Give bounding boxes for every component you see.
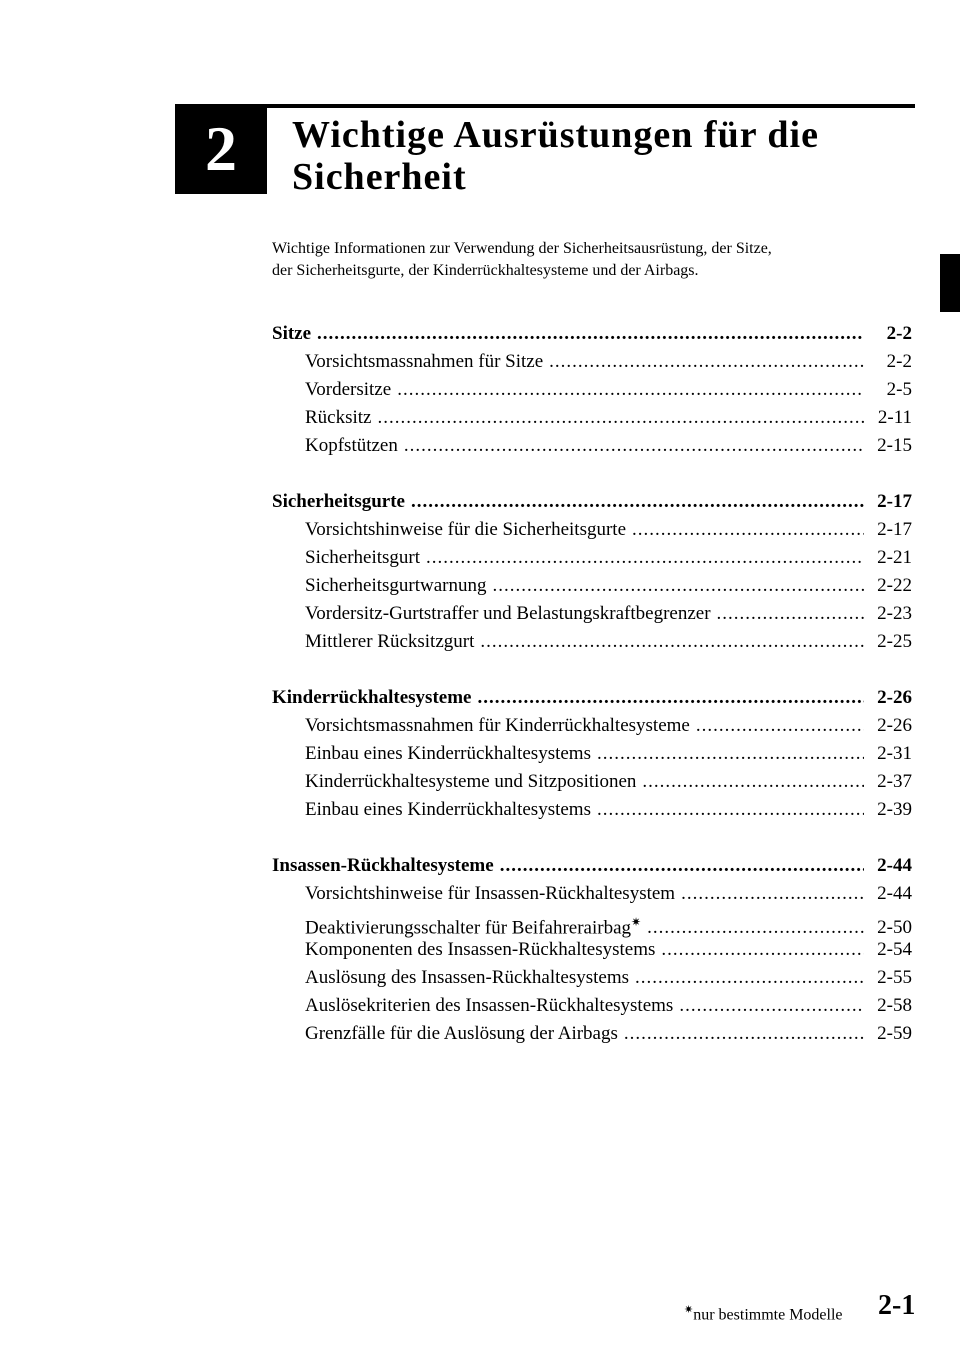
intro-line-2: der Sicherheitsgurte, der Kinderrückhaltesysteme und der Airbags.: [272, 262, 699, 279]
toc-leader-dots: [426, 544, 864, 572]
toc-entry-text: Vorsichtshinweise für Insassen-Rückhaltesystem: [305, 883, 676, 904]
toc-entry[interactable]: [272, 516, 912, 544]
toc-page-ref: 2-44: [877, 883, 912, 904]
toc-section-title: Insassen-Rückhaltesysteme: [272, 855, 494, 876]
toc-section-heading[interactable]: [272, 488, 912, 516]
table-of-contents: [272, 320, 912, 1076]
star-icon: ✷: [631, 915, 642, 929]
toc-leader-dots: [477, 684, 864, 712]
toc-page-ref: 2-15: [877, 435, 912, 456]
toc-entry-label: [305, 992, 673, 1020]
toc-page-ref: 2-17: [877, 519, 912, 540]
toc-page-ref: 2-2: [886, 351, 912, 372]
toc-page-ref: 2-44: [877, 855, 912, 876]
toc-page-ref: 2-50: [877, 917, 912, 939]
toc-entry-label: [305, 544, 420, 572]
toc-entry-text: Mittlerer Rücksitzgurt: [305, 631, 475, 652]
toc-entry[interactable]: [272, 572, 912, 600]
toc-entry-text: Vordersitze: [305, 379, 392, 400]
toc-leader-dots: [404, 432, 864, 460]
toc-leader-dots: [681, 880, 864, 908]
toc-leader-dots: [661, 936, 864, 964]
toc-leader-dots: [624, 1020, 864, 1048]
star-icon: ✷: [684, 1304, 694, 1316]
toc-leader-dots: [549, 348, 864, 376]
toc-section: [272, 684, 912, 824]
page-number: 2-1: [878, 1290, 916, 1321]
toc-page-ref: 2-2: [886, 323, 912, 344]
toc-section: [272, 852, 912, 1048]
toc-entry-label: [305, 432, 398, 460]
toc-entry[interactable]: [272, 880, 912, 908]
toc-leader-dots: [717, 600, 864, 628]
footer-note-text: nur bestimmte Modelle: [693, 1306, 843, 1324]
toc-entry-text: Auslösung des Insassen-Rückhaltesystems: [305, 967, 630, 988]
toc-entry-label: [305, 348, 543, 376]
toc-leader-dots: [696, 712, 864, 740]
toc-page-ref: 2-59: [877, 1023, 912, 1044]
toc-entry-label: [305, 600, 711, 628]
toc-leader-dots: [397, 376, 864, 404]
toc-entry[interactable]: [272, 992, 912, 1020]
toc-entry-text: Kinderrückhaltesysteme und Sitzpositionen: [305, 771, 637, 792]
toc-entry-label: [305, 740, 591, 768]
toc-page-ref: 2-22: [877, 575, 912, 596]
toc-entry-label: [305, 1020, 618, 1048]
toc-entry[interactable]: [272, 1020, 912, 1048]
toc-leader-dots: [635, 964, 864, 992]
toc-entry-text: Rücksitz: [305, 407, 372, 428]
toc-page-ref: 2-58: [877, 995, 912, 1016]
toc-entry-label: [305, 628, 474, 656]
toc-leader-dots: [378, 404, 865, 432]
footer-note: [684, 1300, 843, 1325]
toc-page-ref: 2-55: [877, 967, 912, 988]
toc-entry[interactable]: [272, 628, 912, 656]
chapter-thumb-tab: [940, 254, 960, 312]
toc-entry-text: Vorsichtsmassnahmen für Sitze: [305, 351, 544, 372]
toc-entry-label: [305, 572, 487, 600]
toc-leader-dots: [411, 488, 864, 516]
toc-entry[interactable]: [272, 740, 912, 768]
toc-entry-text: Einbau eines Kinderrückhaltesystems: [305, 743, 591, 764]
toc-entry-label: [305, 516, 626, 544]
toc-entry-label: [305, 376, 391, 404]
toc-entry-text: Vordersitz-Gurtstraffer und Belastungskraftbegrenzer: [305, 603, 711, 624]
toc-section-heading[interactable]: [272, 320, 912, 348]
toc-entry-label: [305, 712, 690, 740]
toc-entry-text: Vorsichtsmassnahmen für Kinderrückhaltesysteme: [305, 715, 690, 736]
toc-entry-label: [305, 880, 675, 908]
toc-entry-label: [305, 768, 636, 796]
toc-entry-text: Deaktivierungsschalter für Beifahrerairbag: [305, 917, 632, 939]
chapter-intro: [272, 238, 912, 282]
toc-leader-dots: [679, 992, 864, 1020]
toc-leader-dots: [597, 740, 864, 768]
toc-section-title: Kinderrückhaltesysteme: [272, 687, 472, 708]
toc-page-ref: 2-21: [877, 547, 912, 568]
toc-entry[interactable]: [272, 544, 912, 572]
toc-section-title: Sitze: [272, 323, 312, 344]
toc-leader-dots: [500, 852, 864, 880]
toc-section: [272, 488, 912, 656]
toc-page-ref: 2-17: [877, 491, 912, 512]
toc-entry[interactable]: [272, 600, 912, 628]
toc-entry[interactable]: [272, 348, 912, 376]
chapter-number-box: [175, 104, 267, 194]
toc-leader-dots: [317, 320, 864, 348]
toc-entry[interactable]: [272, 376, 912, 404]
title-rule: [267, 104, 915, 108]
toc-entry[interactable]: [272, 768, 912, 796]
toc-page-ref: 2-25: [877, 631, 912, 652]
toc-page-ref: 2-37: [877, 771, 912, 792]
toc-entry-text: Kopfstützen: [305, 435, 398, 456]
toc-leader-dots: [480, 628, 864, 656]
toc-section-heading[interactable]: [272, 852, 912, 880]
toc-entry[interactable]: [272, 964, 912, 992]
toc-leader-dots: [632, 516, 864, 544]
toc-page-ref: 2-39: [877, 799, 912, 820]
toc-leader-dots: [642, 768, 864, 796]
toc-entry[interactable]: [272, 432, 912, 460]
toc-entry-text: Grenzfälle für die Auslösung der Airbags: [305, 1023, 618, 1044]
toc-entry-text: Vorsichtshinweise für die Sicherheitsgurte: [305, 519, 626, 540]
toc-entry-label: [305, 936, 655, 964]
toc-page-ref: 2-23: [877, 603, 912, 624]
toc-entry-text: Sicherheitsgurtwarnung: [305, 575, 487, 596]
toc-entry[interactable]: [272, 404, 912, 432]
toc-page-ref: 2-11: [877, 407, 912, 428]
toc-page-ref: 2-31: [877, 743, 912, 764]
toc-entry-label: [305, 964, 629, 992]
chapter-number: 2: [205, 113, 237, 184]
intro-line-1: Wichtige Informationen zur Verwendung der Sicherheitsausrüstung, der Sitze,: [272, 240, 772, 257]
toc-entry-label: [305, 404, 372, 432]
toc-page-ref: 2-54: [877, 939, 912, 960]
toc-entry[interactable]: [272, 908, 912, 939]
toc-section-title: Sicherheitsgurte: [272, 491, 405, 512]
chapter-title-line-2: Sicherheit: [292, 156, 467, 198]
toc-entry-text: Komponenten des Insassen-Rückhaltesystems: [305, 939, 656, 960]
toc-leader-dots: [493, 572, 864, 600]
toc-entry[interactable]: [272, 712, 912, 740]
toc-page-ref: 2-26: [877, 687, 912, 708]
toc-entry-text: Einbau eines Kinderrückhaltesystems: [305, 799, 591, 820]
toc-entry[interactable]: [272, 936, 912, 964]
toc-section-heading[interactable]: [272, 684, 912, 712]
toc-entry[interactable]: [272, 796, 912, 824]
toc-leader-dots: [597, 796, 864, 824]
toc-page-ref: 2-26: [877, 715, 912, 736]
chapter-title: [292, 114, 892, 198]
toc-entry-label: [305, 796, 591, 824]
toc-section: [272, 320, 912, 460]
toc-entry-text: Sicherheitsgurt: [305, 547, 421, 568]
chapter-title-line-1: Wichtige Ausrüstungen für die: [292, 114, 819, 156]
toc-page-ref: 2-5: [886, 379, 912, 400]
toc-entry-text: Auslösekriterien des Insassen-Rückhaltesystems: [305, 995, 674, 1016]
